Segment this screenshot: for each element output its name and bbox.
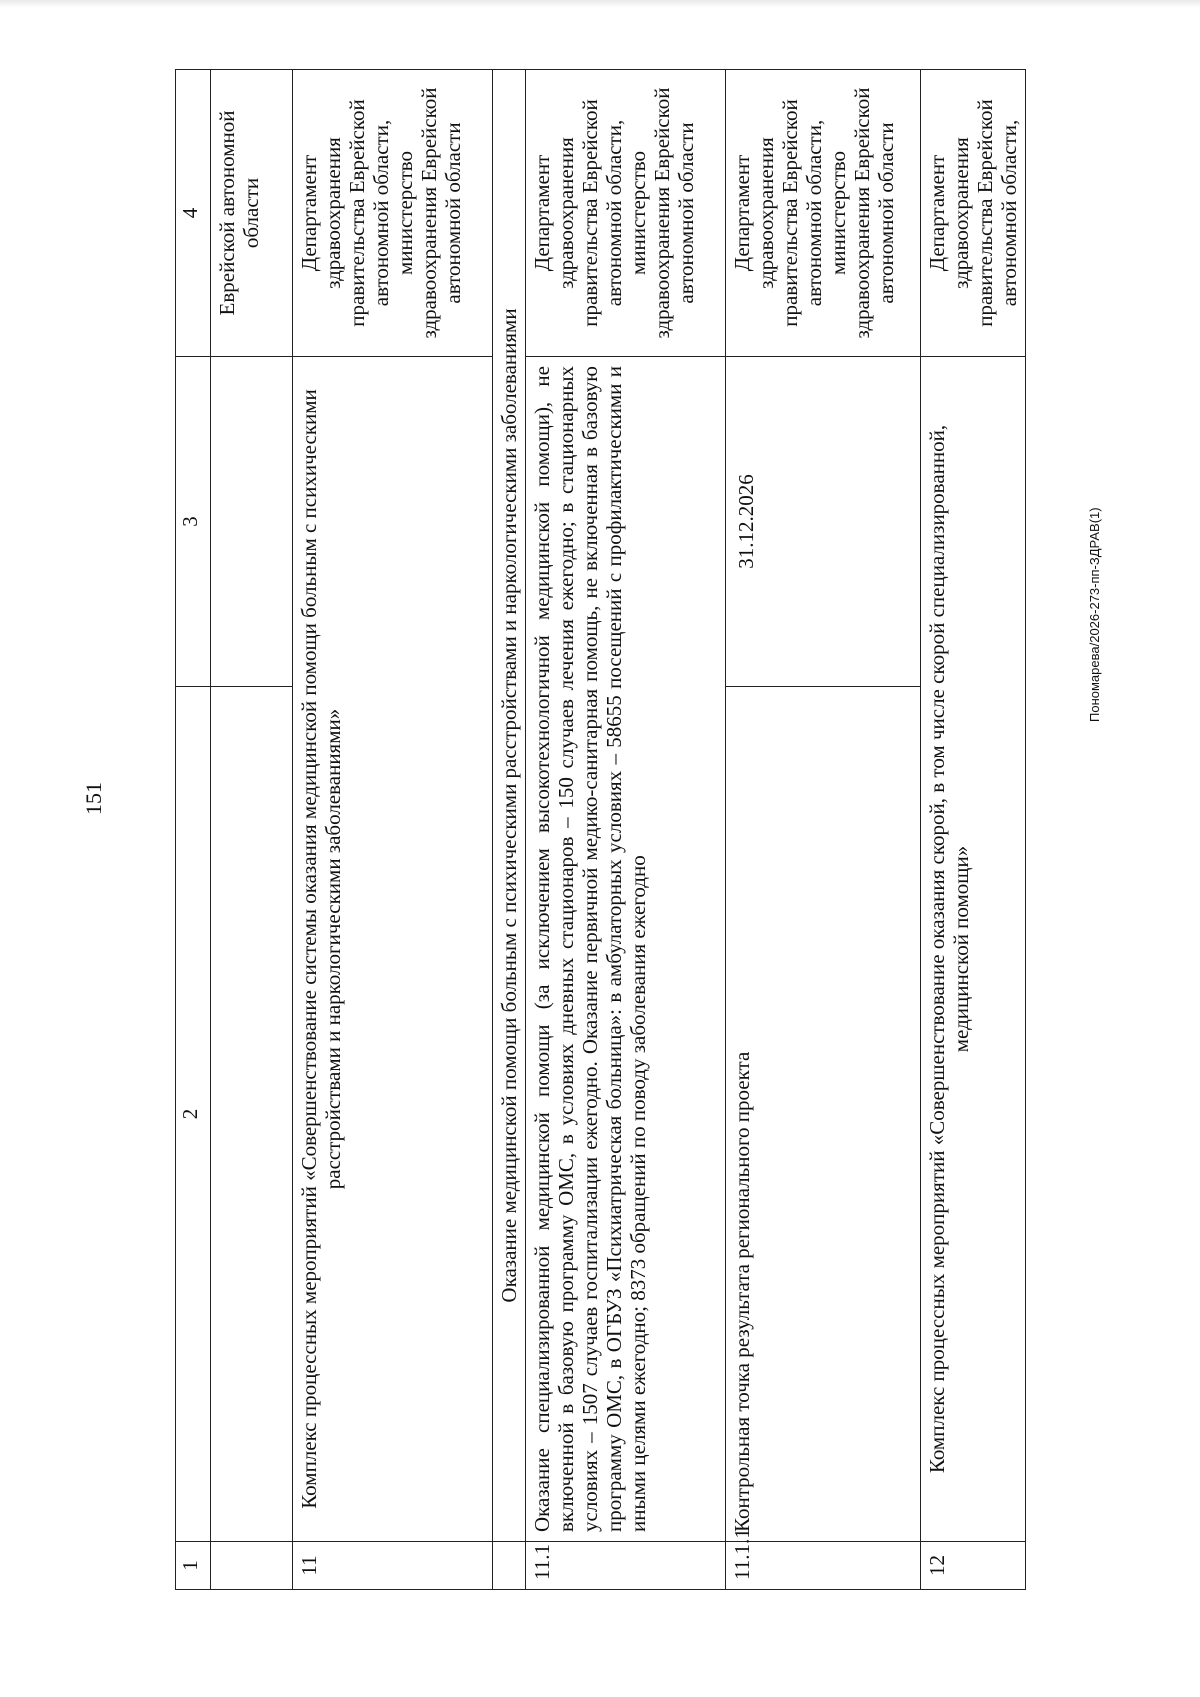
table-row-carry [211, 70, 293, 1590]
carry-num-cell [211, 1542, 293, 1590]
row-11-num: 11 [293, 1542, 493, 1590]
document-footer: Пономарева/2026-273-пп-ЗДРАВ(1) [1087, 507, 1102, 722]
header-row [176, 70, 211, 1590]
carry-text-cell [211, 687, 293, 1542]
page-number: 151 [81, 782, 106, 815]
row-11-1-1-date: 31.12.2026 [726, 357, 921, 687]
plan-table [175, 69, 1026, 1590]
table-row-11-1 [526, 70, 726, 1590]
row-11-1-num: 11.1 [526, 1542, 726, 1590]
header-col-3: 3 [176, 357, 211, 687]
row-11-1-text: Оказание специализированной медицинской помощи (за исключением высокотехнологичной медицинской помощи), не включенной в базовую программу ОМС, в условиях дневных стационаров – 150 случаев лечения ежегодно; в стационарных условиях – 1507 случаев госпитализации ежегодно. Оказание первичной медико-санитарная помощь, не включенная в базовую программу ОМС, в ОГБУЗ «Психиатрическая больница»: в амбулаторных условиях – 58655 посещений с профилактическими и иными целями ежегодно; 8373 обращений по поводу заболевания ежегодно [526, 357, 726, 1542]
row-12-responsible: Департамент здравоохранения правительства Еврейской автономной области, [921, 70, 1026, 357]
row-11-responsible: Департамент здравоохранения правительства Еврейской автономной области, министерство здравоохранения Еврейской автономной области [293, 70, 493, 357]
carry-date-cell [211, 357, 293, 687]
row-11-text: Комплекс процессных мероприятий «Совершенствование системы оказания медицинской помощи больным с психическими расстройствами и наркологическими заболеваниями» [293, 357, 493, 1542]
header-col-2: 2 [176, 687, 211, 1542]
rotated-table-container [175, 70, 1055, 1590]
row-12-text: Комплекс процессных мероприятий «Совершенствование оказания скорой, в том числе скорой специализированной, медицинской помощи» [921, 357, 1026, 1542]
table-row-11-1-1 [726, 70, 921, 1590]
row-11-1-1-num: 11.1.1 [726, 1542, 921, 1590]
section-num-cell [493, 1542, 526, 1590]
header-col-1: 1 [176, 1542, 211, 1590]
table-row-11 [293, 70, 493, 1590]
header-col-4: 4 [176, 70, 211, 357]
table-row-12 [921, 70, 1026, 1590]
row-11-1-1-text: Контрольная точка результата регионального проекта [726, 687, 921, 1542]
scan-edge [0, 0, 1200, 8]
row-12-num: 12 [921, 1542, 1026, 1590]
section-row [493, 70, 526, 1590]
row-11-1-responsible: Департамент здравоохранения правительства Еврейской автономной области, министерство здравоохранения Еврейской автономной области [526, 70, 726, 357]
row-11-1-1-responsible: Департамент здравоохранения правительства Еврейской автономной области, министерство здравоохранения Еврейской автономной области [726, 70, 921, 357]
section-title: Оказание медицинской помощи больным с психическими расстройствами и наркологическими заболеваниями [493, 70, 526, 1542]
carry-responsible-cell: Еврейской автономной области [211, 70, 293, 357]
